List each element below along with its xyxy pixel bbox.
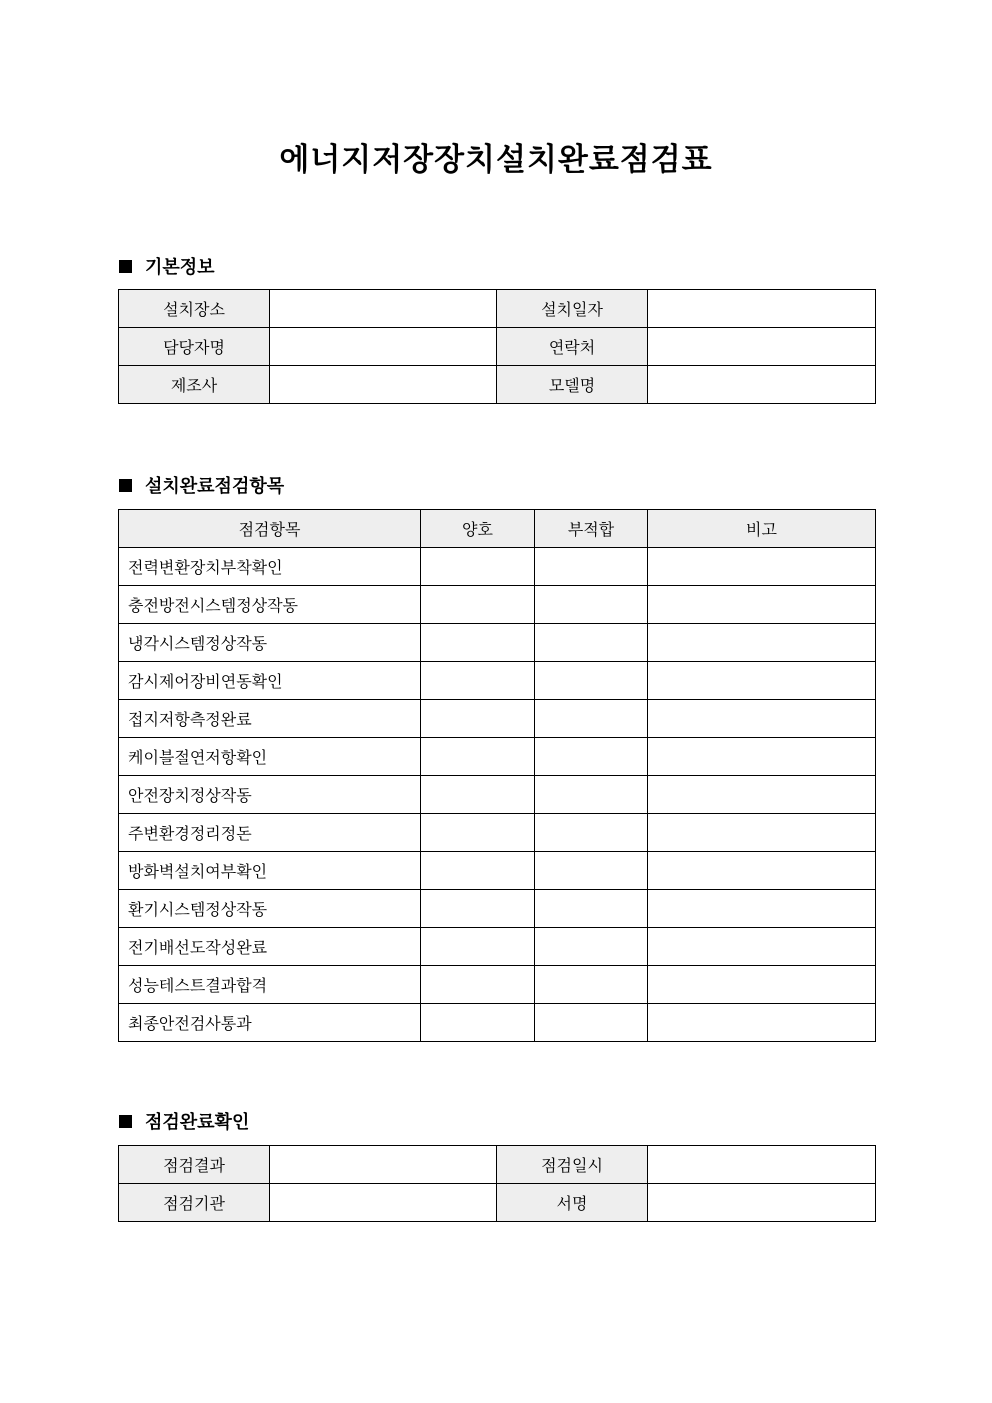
basic-info-heading bbox=[119, 253, 215, 279]
checklist-item-label: 성능테스트결과합격 bbox=[119, 966, 421, 1004]
table-row bbox=[119, 1146, 876, 1184]
installation-site-field[interactable] bbox=[270, 290, 497, 328]
manufacturer-field[interactable] bbox=[270, 366, 497, 404]
remarks-cell[interactable] bbox=[648, 776, 876, 814]
remarks-cell[interactable] bbox=[648, 966, 876, 1004]
label-cell: 설치장소 bbox=[119, 290, 270, 328]
label-cell: 점검결과 bbox=[119, 1146, 270, 1184]
manager-name-field[interactable] bbox=[270, 328, 497, 366]
good-check-cell[interactable] bbox=[421, 738, 535, 776]
label-cell: 담당자명 bbox=[119, 328, 270, 366]
confirmation-heading bbox=[119, 1108, 249, 1134]
checklist-row bbox=[119, 814, 876, 852]
unsuitable-check-cell[interactable] bbox=[535, 852, 648, 890]
checklist-item-label: 최종안전검사통과 bbox=[119, 1004, 421, 1042]
checklist-row bbox=[119, 738, 876, 776]
label-cell: 점검기관 bbox=[119, 1184, 270, 1222]
checklist-row bbox=[119, 586, 876, 624]
checklist-item-label: 환기시스템정상작동 bbox=[119, 890, 421, 928]
good-check-cell[interactable] bbox=[421, 928, 535, 966]
unsuitable-check-cell[interactable] bbox=[535, 814, 648, 852]
checklist-row bbox=[119, 852, 876, 890]
column-header-unsuitable: 부적합 bbox=[535, 510, 648, 548]
unsuitable-check-cell[interactable] bbox=[535, 624, 648, 662]
confirmation-table bbox=[118, 1145, 876, 1222]
contact-field[interactable] bbox=[648, 328, 876, 366]
label-cell: 점검일시 bbox=[497, 1146, 648, 1184]
signature-field[interactable] bbox=[648, 1184, 876, 1222]
remarks-cell[interactable] bbox=[648, 662, 876, 700]
checklist-row bbox=[119, 662, 876, 700]
table-row bbox=[119, 1184, 876, 1222]
checklist-row bbox=[119, 548, 876, 586]
table-row bbox=[119, 290, 876, 328]
table-row bbox=[119, 366, 876, 404]
checklist-item-label: 방화벽설치여부확인 bbox=[119, 852, 421, 890]
unsuitable-check-cell[interactable] bbox=[535, 548, 648, 586]
unsuitable-check-cell[interactable] bbox=[535, 928, 648, 966]
basic-info-table bbox=[118, 289, 876, 404]
good-check-cell[interactable] bbox=[421, 548, 535, 586]
unsuitable-check-cell[interactable] bbox=[535, 890, 648, 928]
checklist-item-label: 주변환경정리정돈 bbox=[119, 814, 421, 852]
square-bullet-icon bbox=[119, 1115, 132, 1128]
good-check-cell[interactable] bbox=[421, 1004, 535, 1042]
column-header-item: 점검항목 bbox=[119, 510, 421, 548]
unsuitable-check-cell[interactable] bbox=[535, 586, 648, 624]
checklist-item-label: 전기배선도작성완료 bbox=[119, 928, 421, 966]
good-check-cell[interactable] bbox=[421, 814, 535, 852]
remarks-cell[interactable] bbox=[648, 814, 876, 852]
checklist-body bbox=[119, 548, 876, 1042]
label-cell: 설치일자 bbox=[497, 290, 648, 328]
label-cell: 제조사 bbox=[119, 366, 270, 404]
remarks-cell[interactable] bbox=[648, 586, 876, 624]
good-check-cell[interactable] bbox=[421, 966, 535, 1004]
checklist-row bbox=[119, 966, 876, 1004]
good-check-cell[interactable] bbox=[421, 700, 535, 738]
checklist-item-label: 안전장치정상작동 bbox=[119, 776, 421, 814]
remarks-cell[interactable] bbox=[648, 700, 876, 738]
good-check-cell[interactable] bbox=[421, 662, 535, 700]
good-check-cell[interactable] bbox=[421, 890, 535, 928]
basic-info-heading-text: 기본정보 bbox=[145, 257, 215, 278]
good-check-cell[interactable] bbox=[421, 624, 535, 662]
checklist-row bbox=[119, 700, 876, 738]
checklist-item-label: 감시제어장비연동확인 bbox=[119, 662, 421, 700]
checklist-heading bbox=[119, 472, 284, 498]
column-header-remarks: 비고 bbox=[648, 510, 876, 548]
document-title: 에너지저장장치설치완료점검표 bbox=[279, 142, 713, 178]
remarks-cell[interactable] bbox=[648, 548, 876, 586]
good-check-cell[interactable] bbox=[421, 852, 535, 890]
checklist-item-label: 냉각시스템정상작동 bbox=[119, 624, 421, 662]
checklist-heading-text: 설치완료점검항목 bbox=[145, 476, 285, 497]
square-bullet-icon bbox=[119, 479, 132, 492]
checklist-item-label: 충전방전시스템정상작동 bbox=[119, 586, 421, 624]
unsuitable-check-cell[interactable] bbox=[535, 738, 648, 776]
inspection-result-field[interactable] bbox=[270, 1146, 497, 1184]
remarks-cell[interactable] bbox=[648, 928, 876, 966]
unsuitable-check-cell[interactable] bbox=[535, 662, 648, 700]
installation-date-field[interactable] bbox=[648, 290, 876, 328]
unsuitable-check-cell[interactable] bbox=[535, 776, 648, 814]
remarks-cell[interactable] bbox=[648, 624, 876, 662]
remarks-cell[interactable] bbox=[648, 738, 876, 776]
inspection-datetime-field[interactable] bbox=[648, 1146, 876, 1184]
unsuitable-check-cell[interactable] bbox=[535, 966, 648, 1004]
good-check-cell[interactable] bbox=[421, 776, 535, 814]
remarks-cell[interactable] bbox=[648, 890, 876, 928]
label-cell: 서명 bbox=[497, 1184, 648, 1222]
checklist-row bbox=[119, 776, 876, 814]
square-bullet-icon bbox=[119, 260, 132, 273]
unsuitable-check-cell[interactable] bbox=[535, 1004, 648, 1042]
column-header-good: 양호 bbox=[421, 510, 535, 548]
checklist-row bbox=[119, 624, 876, 662]
checklist-table bbox=[118, 509, 876, 1042]
remarks-cell[interactable] bbox=[648, 1004, 876, 1042]
model-name-field[interactable] bbox=[648, 366, 876, 404]
checklist-row bbox=[119, 1004, 876, 1042]
table-header-row bbox=[119, 510, 876, 548]
label-cell: 연락처 bbox=[497, 328, 648, 366]
good-check-cell[interactable] bbox=[421, 586, 535, 624]
confirmation-heading-text: 점검완료확인 bbox=[145, 1112, 250, 1133]
checklist-item-label: 접지저항측정완료 bbox=[119, 700, 421, 738]
inspection-agency-field[interactable] bbox=[270, 1184, 497, 1222]
checklist-row bbox=[119, 890, 876, 928]
table-row bbox=[119, 328, 876, 366]
checklist-item-label: 전력변환장치부착확인 bbox=[119, 548, 421, 586]
label-cell: 모델명 bbox=[497, 366, 648, 404]
checklist-item-label: 케이블절연저항확인 bbox=[119, 738, 421, 776]
unsuitable-check-cell[interactable] bbox=[535, 700, 648, 738]
remarks-cell[interactable] bbox=[648, 852, 876, 890]
checklist-row bbox=[119, 928, 876, 966]
